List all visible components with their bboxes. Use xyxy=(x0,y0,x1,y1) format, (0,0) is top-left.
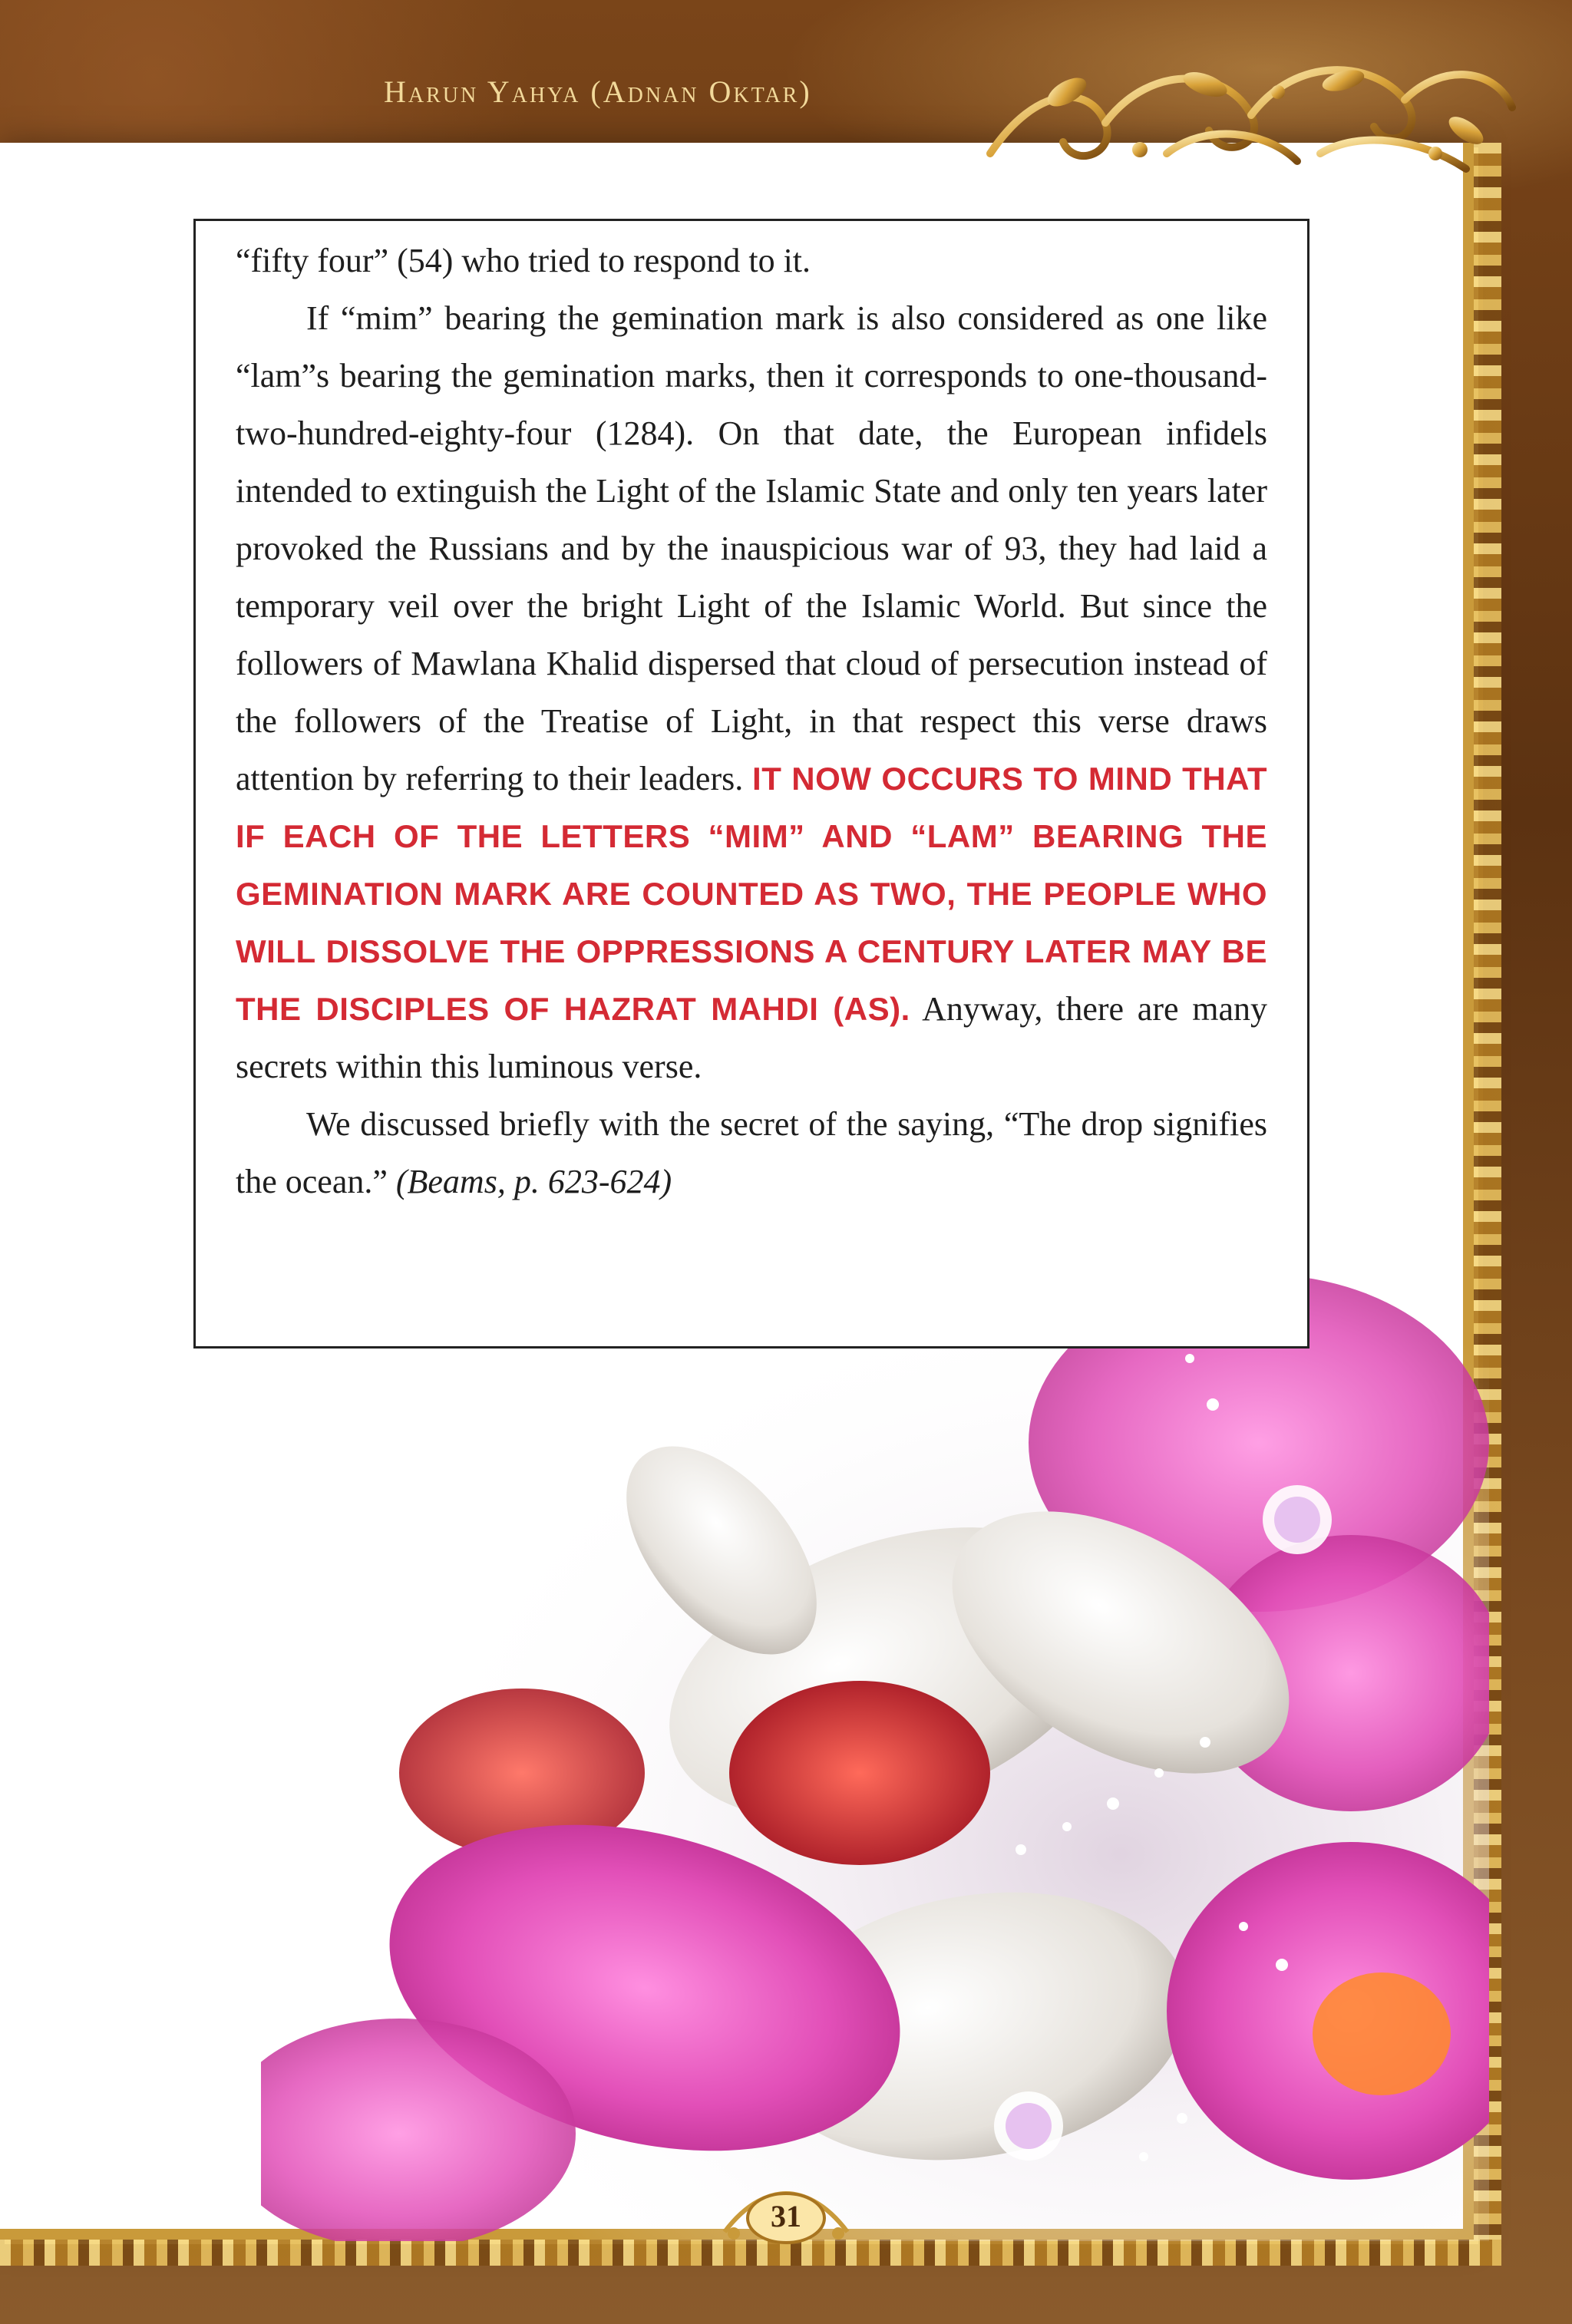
paragraph-2-text: If “mim” bearing the gemination mark is also considered as one like “lam”s bearing the gemination marks, then it corresponds to one-thousand-two-hundred-eighty-four (1284). On that date, the European infidels intended to extinguish the Light of the Islamic State and only ten years later provoked the Russians and by the inauspicious war of 93, they had laid a temporary veil over the bright Light of the Islamic World. But since the followers of Mawlana Khalid dispersed that cloud of persecution instead of the followers of the Treatise of Light, in that respect this verse draws attention by referring to their leaders. xyxy=(236,299,1267,797)
paragraph-2-emphasis: IT NOW OCCURS TO MIND THAT IF EACH OF THE LETTERS “MIM” AND “LAM” BEARING THE GEMINATION MARK ARE COUNTED AS TWO, THE PEOPLE WHO WILL DISSOLVE THE OPPRESSIONS A CENTURY LATER MAY BE THE DISCIPLES OF HAZRAT MAHDI (AS). xyxy=(236,761,1268,1027)
citation: (Beams, p. 623-624) xyxy=(395,1163,672,1200)
gold-scroll-ornament xyxy=(975,38,1527,184)
paragraph-2 xyxy=(236,289,1267,1095)
orchid-flowers-decoration xyxy=(261,1274,1489,2241)
paragraph-2-tail: Anyway, there are many secrets within this luminous verse. xyxy=(236,990,1268,1085)
paragraph-3-text: We discussed briefly with the secret of the saying, “The drop signifies the ocean.” xyxy=(236,1105,1267,1200)
paragraph-3 xyxy=(236,1095,1267,1210)
running-header-title: Harun Yahya (Adnan Oktar) xyxy=(384,74,812,109)
paragraph-1: “fifty four” (54) who tried to respond to it. xyxy=(236,242,811,279)
page-number: 31 xyxy=(771,2199,801,2233)
page-number-ornament xyxy=(717,2178,855,2255)
quotation-box xyxy=(193,219,1309,1349)
